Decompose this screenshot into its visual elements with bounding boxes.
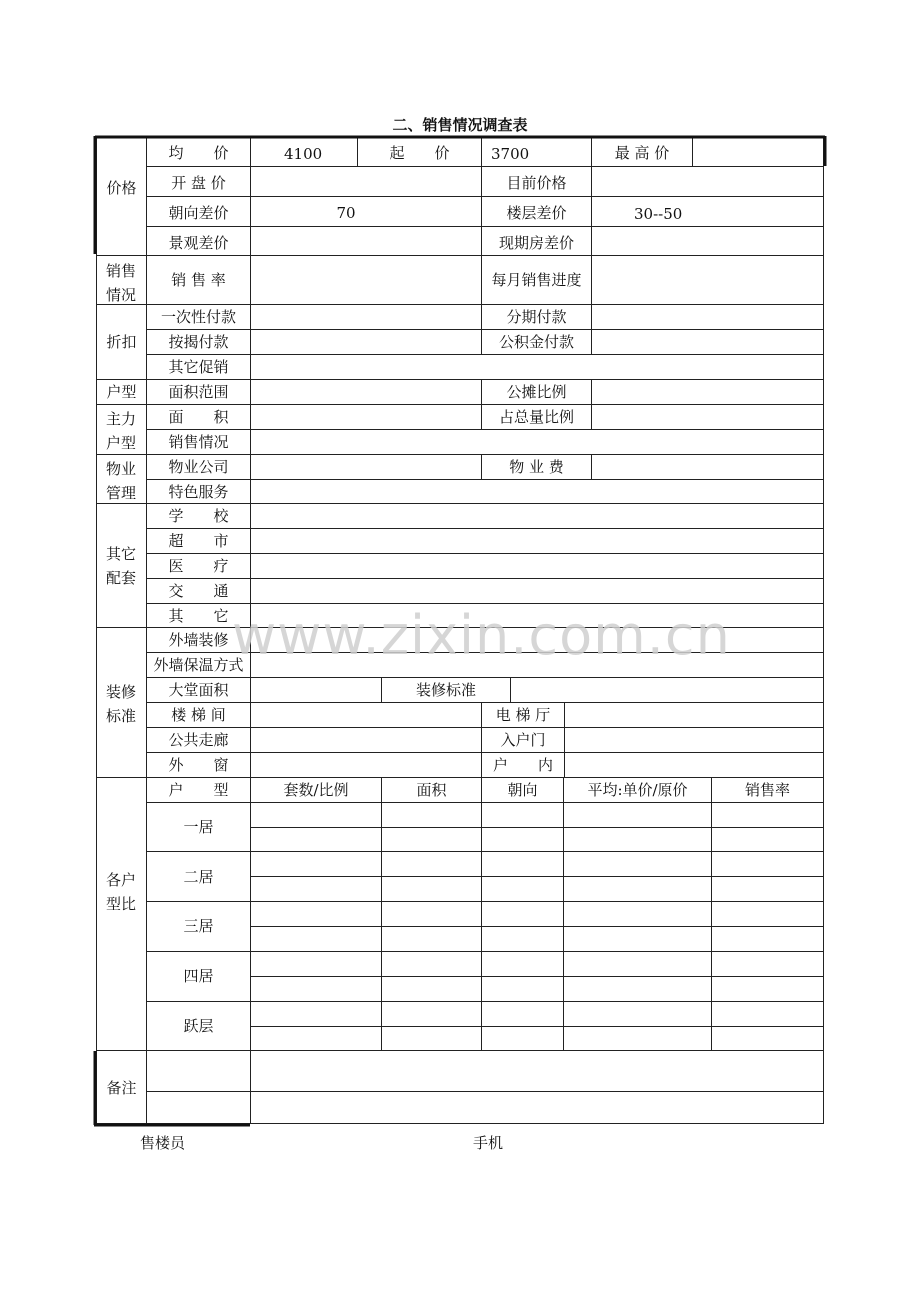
section-discount: 折扣 — [106, 333, 137, 351]
entry-door-label: 入户门 — [500, 731, 546, 749]
ratio-header-sales-rate: 销售率 — [744, 781, 790, 799]
monthly-progress-label: 每月销售进度 — [491, 271, 582, 289]
view-diff-label: 景观差价 — [168, 234, 229, 252]
start-price-value[interactable]: 3700 — [491, 145, 530, 163]
ratio-type-row: 三居 — [183, 917, 214, 935]
section-remarks: 备注 — [106, 1079, 137, 1097]
ratio-header-orientation: 朝向 — [507, 781, 538, 799]
ratio-header-avg-price: 平均:单价/原价 — [587, 781, 688, 799]
section-price: 价格 — [106, 179, 137, 197]
facility-item: 医 疗 — [168, 557, 229, 575]
floor-diff-label: 楼层差价 — [506, 204, 567, 222]
property-fee-label: 物 业 费 — [509, 458, 564, 476]
ratio-header-count: 套数/比例 — [283, 781, 349, 799]
indoor-label: 户 内 — [492, 756, 553, 774]
phone-label: 手机 — [473, 1134, 504, 1152]
sales-person-label: 售楼员 — [140, 1134, 186, 1152]
facility-item: 学 校 — [168, 507, 229, 525]
decoration-standard-label: 装修标准 — [415, 681, 476, 699]
current-price-label: 目前价格 — [506, 174, 567, 192]
section-property: 物业管理 — [105, 460, 136, 502]
facility-item: 其 它 — [168, 607, 229, 625]
mortgage-label: 按揭付款 — [168, 333, 229, 351]
wall-decoration-label: 外墙装修 — [168, 631, 229, 649]
floor-diff-value[interactable]: 30--50 — [634, 205, 683, 223]
max-price-label: 最 高 价 — [614, 144, 670, 162]
window-label: 外 窗 — [168, 756, 229, 774]
special-service-label: 特色服务 — [168, 483, 229, 501]
insulation-label: 外墙保温方式 — [153, 656, 244, 674]
main-area-label: 面 积 — [168, 408, 229, 426]
promo-label: 其它促销 — [168, 358, 229, 376]
section-unit-type: 户型 — [106, 383, 137, 401]
fund-label: 公积金付款 — [498, 333, 574, 351]
total-ratio-label: 占总量比例 — [498, 408, 574, 426]
avg-price-label: 均 价 — [168, 144, 229, 162]
lobby-area-label: 大堂面积 — [168, 681, 229, 699]
staircase-label: 楼 梯 间 — [171, 706, 226, 724]
main-sales-label: 销售情况 — [168, 433, 229, 451]
section-ratio: 各户型比 — [106, 871, 137, 913]
section-facilities: 其它配套 — [105, 545, 136, 587]
ratio-type-row: 二居 — [183, 868, 214, 886]
watermark: www.zixin.com.cn — [232, 604, 731, 667]
facility-item: 交 通 — [168, 582, 229, 600]
open-price-label: 开 盘 价 — [171, 174, 226, 192]
section-main-type: 主力户型 — [105, 410, 136, 452]
existing-diff-label: 现期房差价 — [498, 234, 574, 252]
start-price-label: 起 价 — [389, 144, 450, 162]
orientation-diff-value[interactable]: 70 — [336, 204, 356, 222]
sales-rate-label: 销 售 率 — [171, 271, 226, 289]
elevator-hall-label: 电 梯 厅 — [495, 706, 551, 724]
avg-price-value[interactable]: 4100 — [284, 145, 323, 163]
page-title: 二、销售情况调查表 — [392, 116, 528, 134]
ratio-type-row: 一居 — [183, 818, 214, 836]
ratio-header-area: 面积 — [416, 781, 447, 799]
property-company-label: 物业公司 — [168, 458, 229, 476]
share-ratio-label: 公摊比例 — [506, 383, 567, 401]
corridor-label: 公共走廊 — [168, 731, 229, 749]
section-sales: 销售情况 — [105, 262, 136, 304]
ratio-header-type: 户 型 — [168, 781, 229, 799]
section-decoration: 装修标准 — [105, 683, 136, 725]
lump-sum-label: 一次性付款 — [160, 308, 236, 326]
ratio-type-row: 跃层 — [183, 1017, 214, 1035]
installment-label: 分期付款 — [506, 308, 567, 326]
facility-item: 超 市 — [168, 532, 229, 550]
area-range-label: 面积范围 — [168, 383, 229, 401]
ratio-type-row: 四居 — [183, 967, 214, 985]
orientation-diff-label: 朝向差价 — [168, 204, 229, 222]
